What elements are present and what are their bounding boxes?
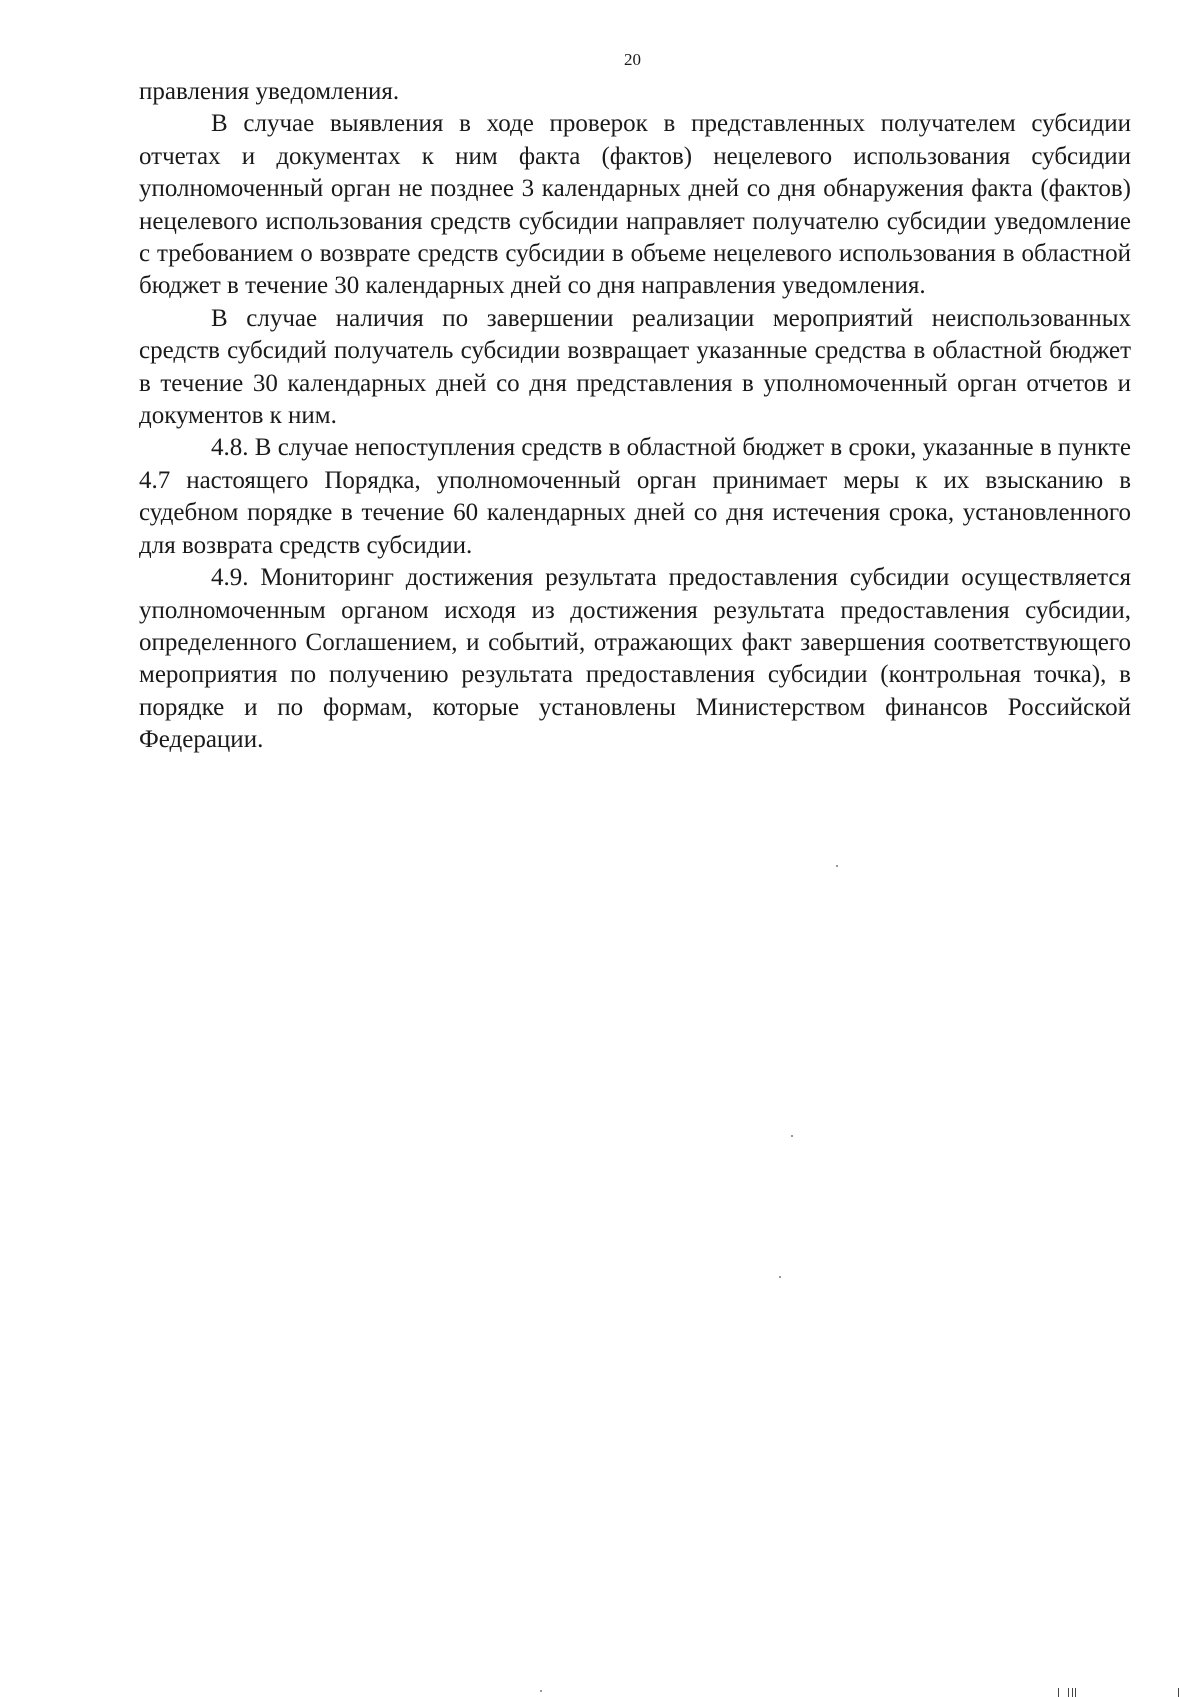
scan-speck [540,1690,542,1692]
paragraph-misuse-notice: В случае выявления в ходе проверок в представленных получателем субсидии отчетах и документах к ним факта (фактов) нецелевого использования субсидии уполномоченный орган не позднее 3 календарных дней со дня обнаружения факта (фактов) нецелевого использования средств субсидии направляет получателю субсидии уведомление с требованием о возврате средств субсидии в объеме нецелевого использования в областной бюджет в течение 30 календарных дней со дня направления уведомления. [139,110,1131,300]
paragraph-4-8: 4.8. В случае непоступления средств в областной бюджет в сроки, указанные в пункте 4.7 настоящего Порядка, уполномоченный орган принимает меры к их взысканию в судебном порядке в течение 60 календарных дней со дня истечения срока, установленного для возврата средств субсидии. [139,434,1131,559]
paragraph-unused-funds: В случае наличия по завершении реализации мероприятий неиспользованных средств субсидий получатель субсидии возвращает указанные средства в областной бюджет в течение 30 календарных дней со дня представления в уполномоченный орган отчетов и документов к ним. [139,304,1131,430]
scan-speck [791,1135,793,1137]
paragraph-continuation: правления уведомления. [139,78,400,105]
scan-speck [836,865,838,867]
document-body [139,76,1131,757]
scan-edge-marks [1058,1686,1188,1697]
scan-speck [779,1276,781,1278]
paragraph-4-9: 4.9. Мониторинг достижения результата предоставления субсидии осуществляется уполномоченным органом исходя из достижения результата предоставления субсидии, определенного Соглашением, и событий, отражающих факт завершения соответствующего мероприятия по получению результата предоставления субсидии (контрольная точка), в порядке и по формам, которые установлены Министерством финансов Российской Федерации. [139,564,1131,754]
page-number: 20 [624,50,641,69]
